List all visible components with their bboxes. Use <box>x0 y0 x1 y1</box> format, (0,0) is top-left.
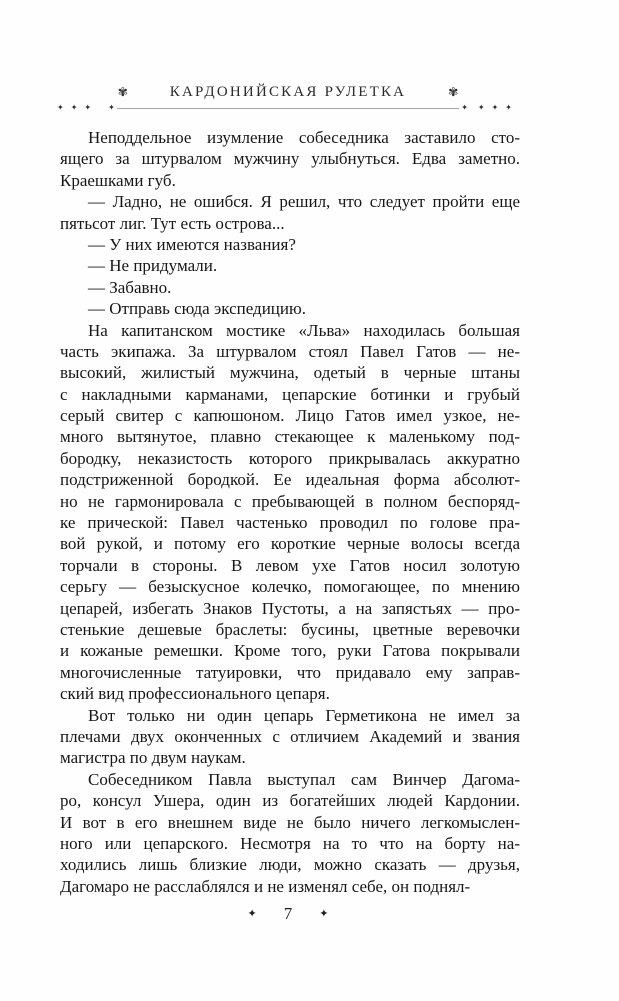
text-line: магистра по двум наукам. <box>60 748 246 768</box>
diamond-group-icon: ✦✦✦ <box>477 103 519 112</box>
text-line: стенькие дешевые браслеты: бусины, цветные веревочки <box>60 619 520 639</box>
page-footer <box>57 904 519 924</box>
text-line: бородку, неказистость которого прикрывалась аккуратно <box>60 448 520 468</box>
text-line: Неподдельное изумление собеседника заставило сто- <box>88 128 520 147</box>
text-line: — Не придумали. <box>88 256 218 276</box>
text-line: цепарей, избегать Знаков Пустоты, а на запястьях — про- <box>60 598 520 618</box>
text-line: Вот только ни один цепарь Герметикона не имел за <box>88 705 520 725</box>
paragraph <box>60 234 520 255</box>
running-head <box>57 83 519 101</box>
paragraph <box>60 191 520 234</box>
text-line: ящего за штурвалом мужчину улыбнуться. Едва заметно. <box>60 149 520 169</box>
text-line: серьгу — безыскусное колечко, помогающее, по мнению <box>60 577 520 597</box>
florette-icon: ✾ <box>117 85 128 99</box>
diamond-icon: ✦ <box>461 103 468 112</box>
text-line: ский вид профессионального цепаря. <box>60 684 330 704</box>
paragraph <box>60 320 520 705</box>
text-line: серый свитер с капюшоном. Лицо Гатов имел узкое, не- <box>60 406 520 426</box>
text-line: — У них имеются названия? <box>88 234 296 254</box>
text-line: с накладными карманами, цепарские ботинки и грубый <box>60 384 520 404</box>
florette-icon: ✾ <box>448 85 459 99</box>
text-line: — Забавно. <box>88 277 172 297</box>
text-line: многочисленные татуировки, что придавало ему заправ- <box>60 662 520 682</box>
text-line: Собеседником Павла выступал сам Винчер Дагома- <box>88 769 520 789</box>
paragraph <box>60 277 520 298</box>
page-number: 7 <box>283 904 293 923</box>
page-text <box>60 127 520 897</box>
text-line: ке прической: Павел частенько проводил по голове пра- <box>60 513 520 533</box>
paragraph <box>60 769 520 897</box>
text-line: и кожаные ремешки. Кроме того, руки Гатова покрывали <box>60 641 520 661</box>
header-rule <box>57 104 519 112</box>
text-line: много вытянутое, плавно стекающее к маленькому под- <box>60 427 520 447</box>
diamond-icon: ✦ <box>108 103 115 112</box>
diamond-icon: ✦ <box>247 907 257 920</box>
text-line: Краешками губ. <box>60 170 176 190</box>
text-line: часть экипажа. За штурвалом стоял Павел Гатов — не- <box>60 341 520 361</box>
text-line: пятьсот лиг. Тут есть острова... <box>60 213 285 233</box>
diamond-group-icon: ✦✦✦ <box>57 103 99 112</box>
text-line: торчали в стороны. В левом ухе Гатов носил золотую <box>60 555 520 575</box>
book-title: КАРДОНИЙСКАЯ РУЛЕТКА <box>169 83 407 100</box>
text-line: ходились лишь близкие люди, можно сказать — друзья, <box>60 855 520 875</box>
text-line: И вот в его внешнем виде не было ничего легкомыслен- <box>60 812 520 832</box>
text-line: — Отправь сюда экспедицию. <box>88 299 306 319</box>
page-header <box>57 83 519 112</box>
text-line: На капитанском мостике «Льва» находилась большая <box>88 320 520 340</box>
text-line: ро, консул Ушера, один из богатейших людей Кардонии. <box>60 791 520 811</box>
paragraph <box>60 255 520 276</box>
paragraph <box>60 298 520 319</box>
text-line: вой рукой, и потому его короткие черные волосы всегда <box>60 534 520 554</box>
text-line: но не гармонировала с пребывающей в полном беспоряд- <box>60 491 520 511</box>
text-line: высокий, жилистый мужчина, одетый в черные штаны <box>60 363 520 383</box>
text-line: плечами двух оконченных с отличием Академий и звания <box>60 726 520 746</box>
diamond-icon: ✦ <box>319 907 329 920</box>
paragraph <box>60 705 520 769</box>
horizontal-rule <box>117 108 459 109</box>
paragraph <box>60 127 520 191</box>
text-line: подстриженной бородкой. Ее идеальная форма абсолют- <box>60 470 520 490</box>
text-line: Дагомаро не расслаблялся и не изменял себе, он поднял- <box>60 876 471 896</box>
text-line: ного или цепарского. Несмотря на то что на борту на- <box>60 833 520 853</box>
text-line: — Ладно, не ошибся. Я решил, что следует пройти еще <box>88 192 520 212</box>
